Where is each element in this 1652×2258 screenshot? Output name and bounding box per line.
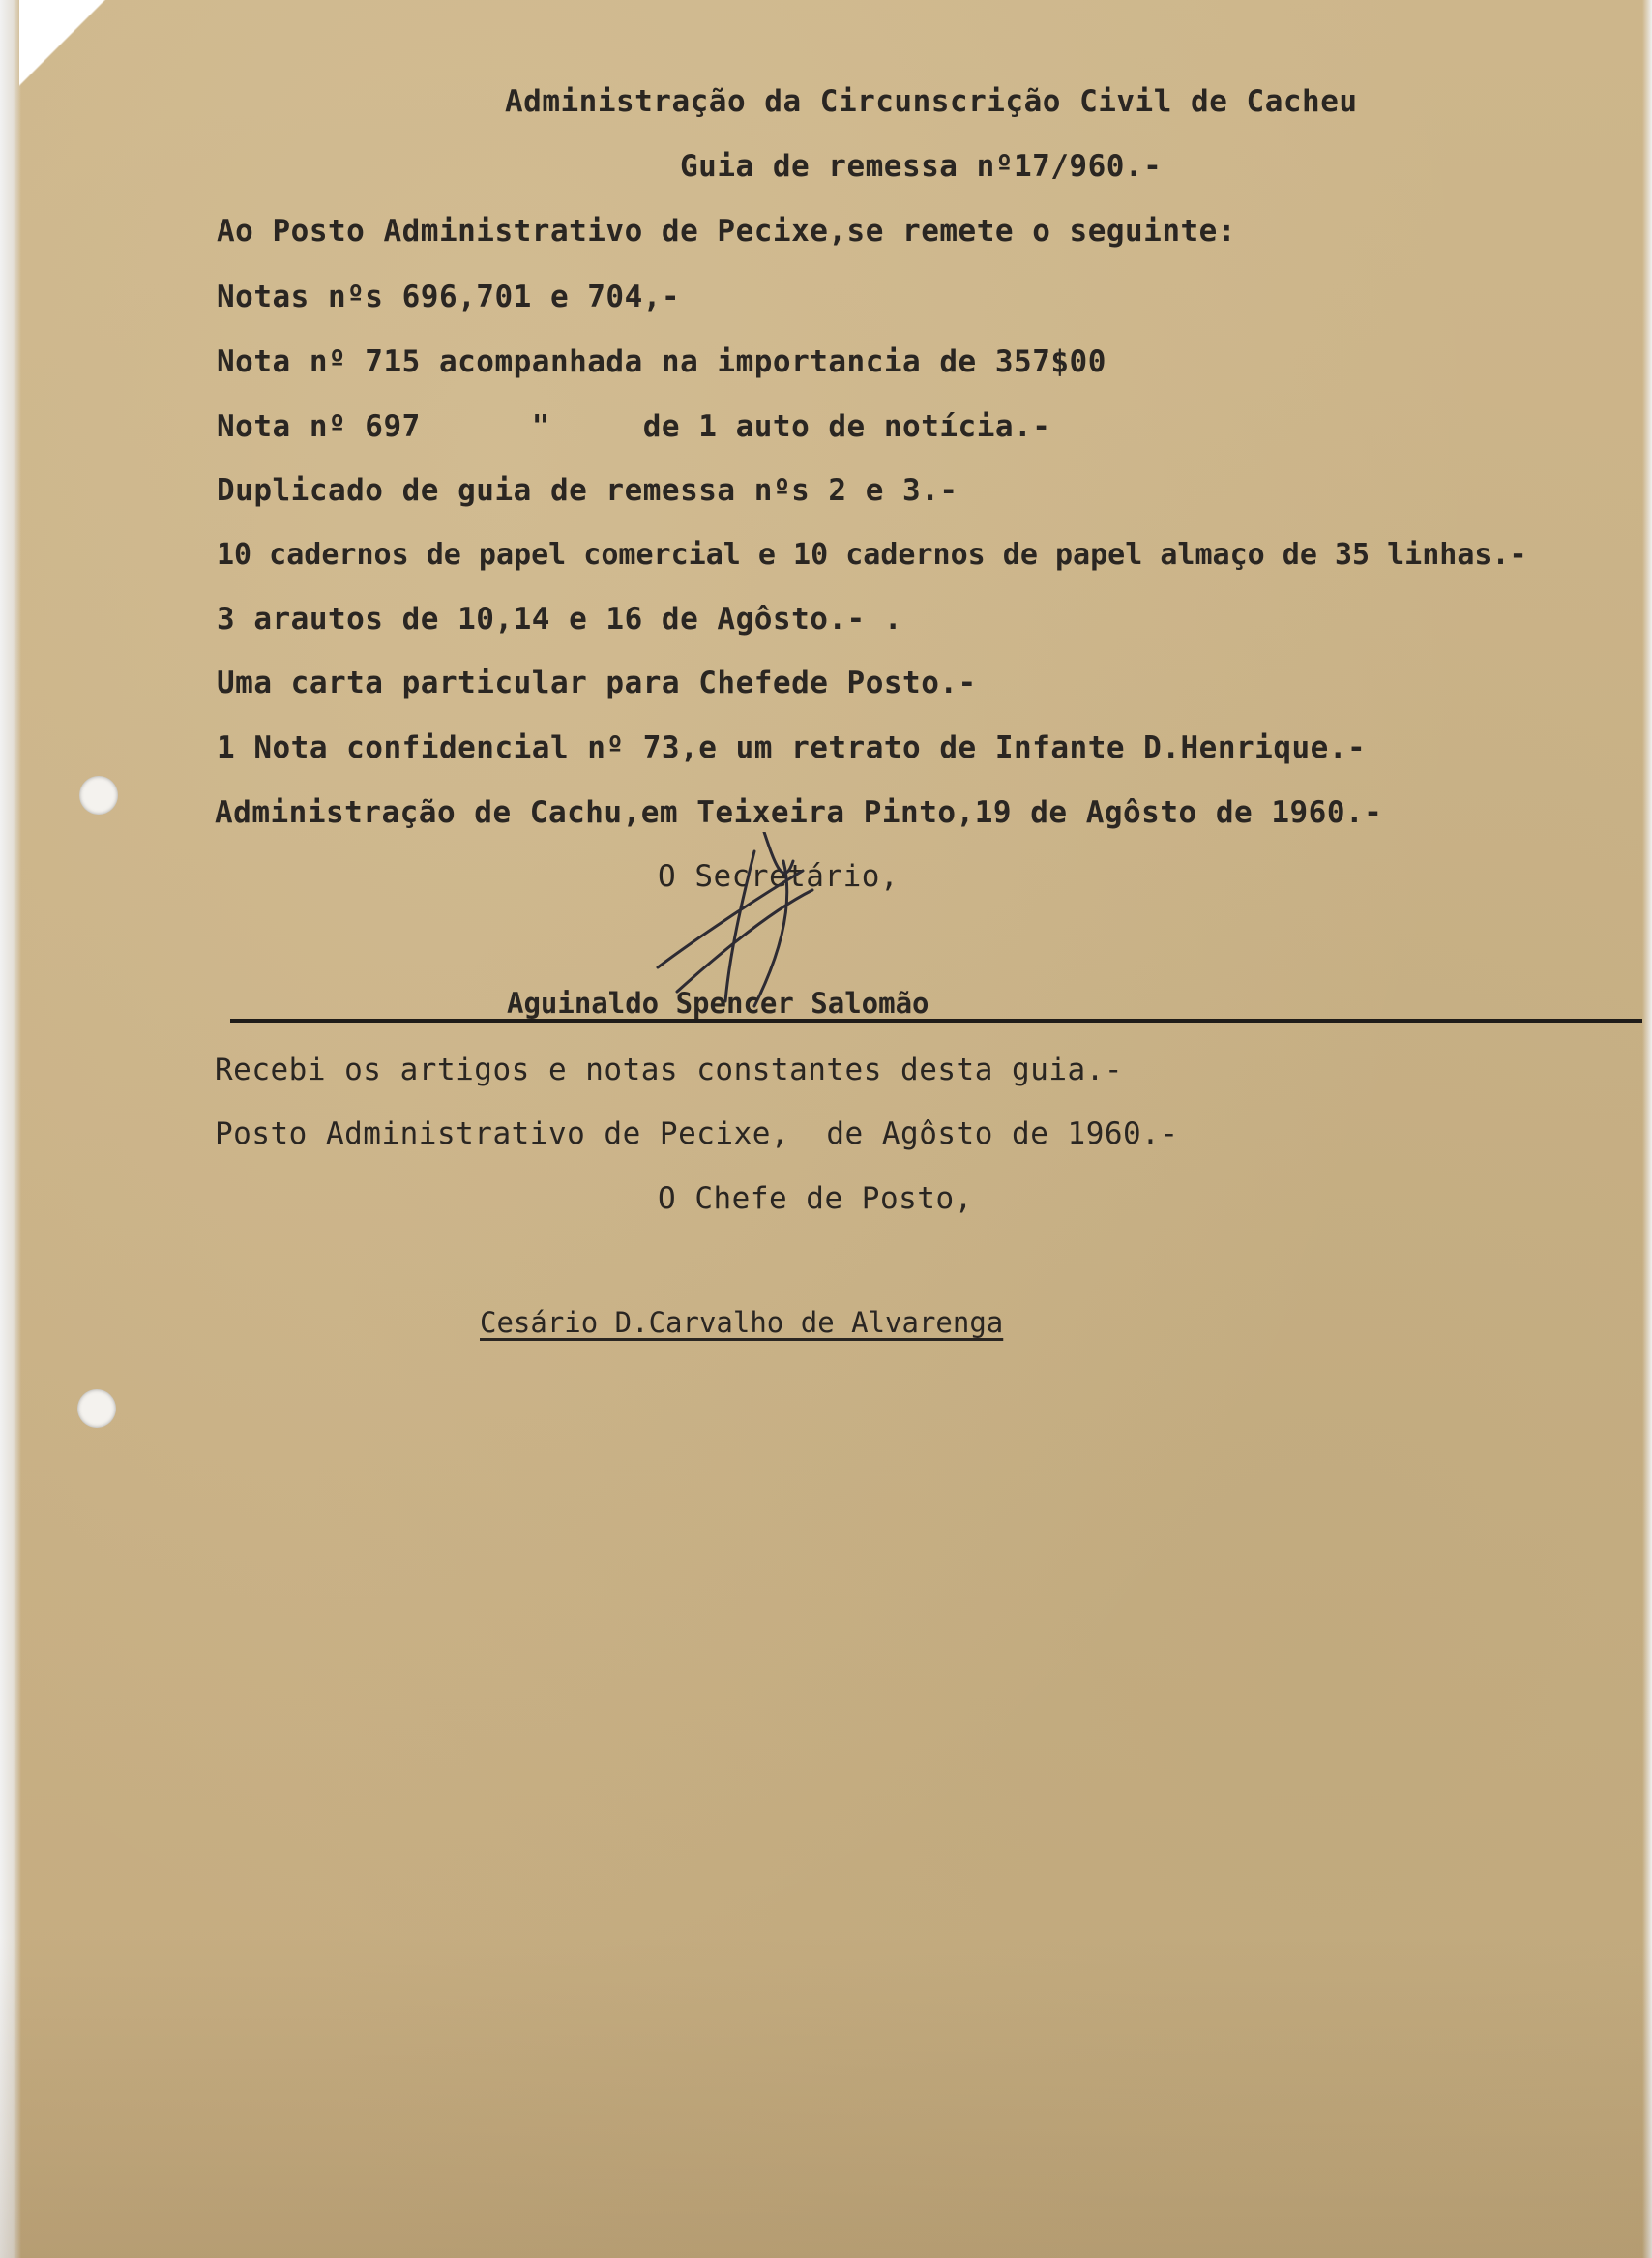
receipt-line: Recebi os artigos e notas constantes desta guia.- <box>215 1053 1124 1087</box>
item-line: Duplicado de guia de remessa nºs 2 e 3.- <box>217 473 959 508</box>
item-line: 1 Nota confidencial nº 73,e um retrato de Infante D.Henrique.- <box>217 730 1367 765</box>
chief-title: O Chefe de Posto, <box>658 1181 973 1216</box>
paper-stain <box>0 1935 1652 2258</box>
torn-corner <box>19 0 126 116</box>
place-date-line: Administração de Cachu,em Teixeira Pinto,19 de Agôsto de 1960.- <box>215 795 1383 830</box>
item-line: 10 cadernos de papel comercial e 10 cadernos de papel almaço de 35 linhas.- <box>217 538 1527 572</box>
scan-edge-left <box>0 0 21 2258</box>
item-line: Uma carta particular para Chefede Posto.- <box>217 666 977 700</box>
item-line: 3 arautos de 10,14 e 16 de Agôsto.- . <box>217 602 903 637</box>
secretary-name: Aguinaldo Spencer Salomão <box>507 987 929 1020</box>
header-remittance-number: Guia de remessa nº17/960.- <box>680 149 1163 184</box>
punch-hole-top <box>79 776 118 815</box>
scan-edge-right <box>1642 0 1652 2258</box>
receipt-place-date: Posto Administrativo de Pecixe, de Agôsto de 1960.- <box>215 1116 1179 1151</box>
signature-rule <box>230 1019 1642 1023</box>
item-line: Nota nº 697 " de 1 auto de notícia.- <box>217 409 1051 444</box>
secretary-title: O Secretário, <box>658 859 900 894</box>
item-line: Nota nº 715 acompanhada na importancia de 357$00 <box>217 344 1106 379</box>
intro-line: Ao Posto Administrativo de Pecixe,se remete o seguinte: <box>217 214 1236 249</box>
chief-name: Cesário D.Carvalho de Alvarenga <box>480 1306 1004 1339</box>
item-line: Notas nºs 696,701 e 704,- <box>217 280 681 314</box>
header-administration: Administração da Circunscrição Civil de Cacheu <box>505 84 1358 119</box>
punch-hole-bottom <box>77 1389 116 1428</box>
